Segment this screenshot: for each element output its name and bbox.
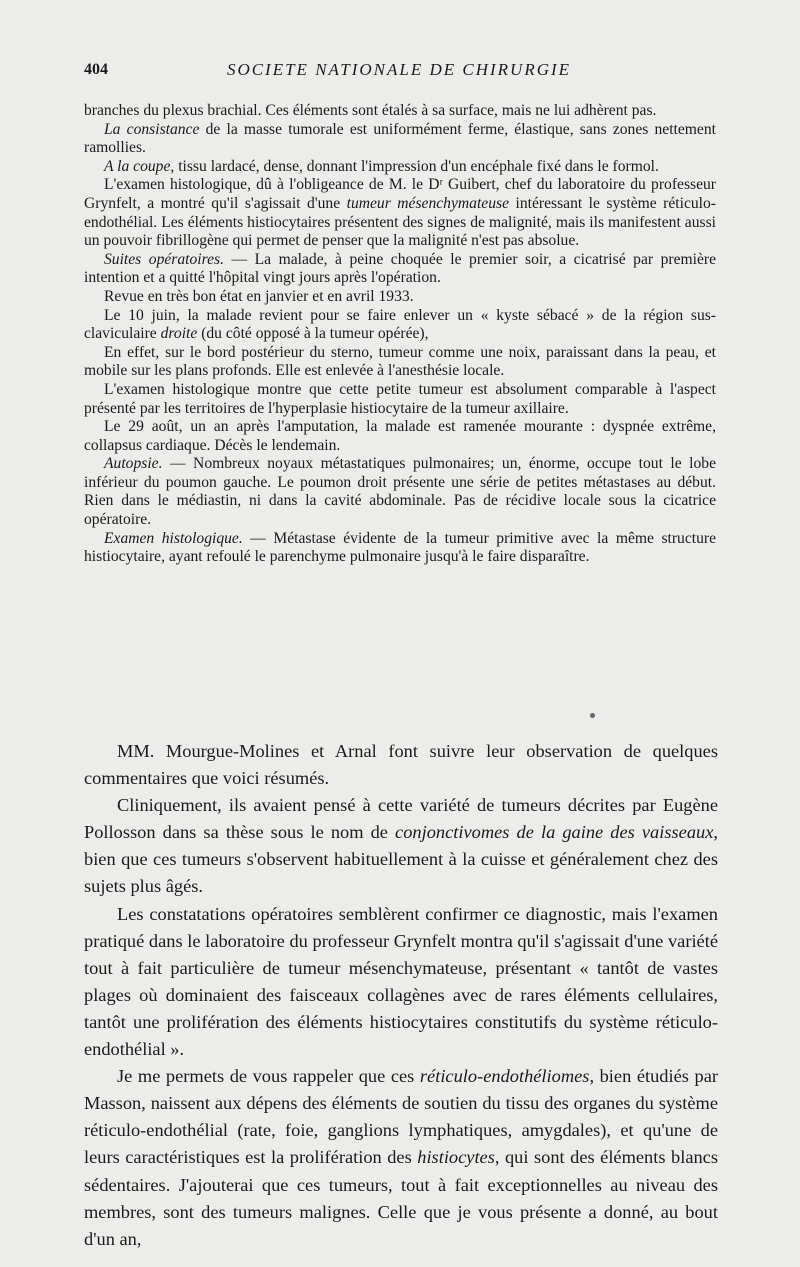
ink-speck [590,713,595,718]
text: Revue en très bon état en janvier et en avril 1933. [104,287,414,305]
paragraph [84,251,716,288]
text: — Métastase évidente de la tumeur primitive avec la même structure histiocytaire, ayant refoulé le parenchyme pulmonaire jusqu'à le faire disparaître. [84,529,716,566]
page-number: 404 [84,61,108,78]
italic-lead: A la coupe [104,157,171,175]
text: — La malade, à peine choquée le premier soir, a cicatrisé par première intention et a quitté l'hôpital vingt jours après l'opération. [84,250,716,287]
italic-term: histiocytes [417,1147,495,1168]
paragraph [84,102,716,121]
italic-term: réticulo-endothéliomes [419,1066,590,1087]
paragraph [84,455,716,529]
text: de la masse tumorale est uniformément ferme, élastique, sans zones nettement ramollies. [84,120,716,157]
paragraph [84,307,716,344]
paragraph [84,418,716,455]
case-report-section [84,102,716,567]
text: branches du plexus brachial. Ces éléments sont étalés à sa surface, mais ne lui adhèrent pas. [84,102,657,119]
text: Le 10 juin, la malade revient pour se faire enlever un « kyste sébacé » de la région sus-claviculaire [84,306,716,343]
paragraph [84,288,716,307]
text: En effet, sur le bord postérieur du sterno, tumeur comme une noix, paraissant dans la peau, et mobile sur les plans profonds. Elle est enlevée à l'anesthésie locale. [84,343,716,380]
paragraph [84,530,716,567]
paragraph [84,176,716,250]
paragraph [84,121,716,158]
text: , bien que ces tumeurs s'observent habituellement à la cuisse et généralement chez des sujets plus âgés. [84,822,718,897]
paragraph [84,901,718,1064]
text: Cliniquement, ils avaient pensé à cette variété de tumeurs décrites par Eugène Pollosson dans sa thèse sous le nom de [84,795,718,843]
paragraph [84,381,716,418]
paragraph [84,738,718,792]
text: Le 29 août, un an après l'amputation, la malade est ramenée mourante : dyspnée extrême, collapsus cardiaque. Décès le lendemain. [84,418,716,454]
text: Je me permets de vous rappeler que ces [117,1066,420,1087]
text: , tissu lardacé, dense, donnant l'impression d'un encéphale fixé dans le formol. [170,157,659,175]
paragraph [84,792,718,900]
text: MM. Mourgue-Molines et Arnal font suivre leur observation de quelques commentaires que voici résumés. [84,741,718,789]
running-title: SOCIETE NATIONALE DE CHIRURGIE [226,60,572,79]
paragraph [84,344,716,381]
text: L'examen histologique montre que cette petite tumeur est absolument comparable à l'aspect présenté par les territoires de l'hyperplasie histiocytaire de la tumeur axillaire. [84,380,716,417]
italic-lead: Autopsie. [104,455,163,473]
italic-lead: Examen histologique. [104,529,243,547]
italic-lead: La consistance [104,120,200,138]
italic-term: conjonctivomes de la gaine des vaisseaux [395,822,714,843]
text: , qui sont des éléments blancs sédentaires. J'ajouterai que ces tumeurs, tout à fait exceptionnelles au niveau des membres, sont des tumeurs malignes. Celle que je vous présente a donné, au bout d'un an, [84,1147,718,1249]
text: , bien étudiés par Masson, naissent aux dépens des éléments de soutien du tissu des organes du système réticulo-endothélial (rate, foie, ganglions lymphatiques, amygdales), et qu'une de leurs caractéristiques est la prolifération des [84,1066,718,1168]
paragraph [84,1063,718,1253]
text: intéressant le système réticulo-endothélial. Les éléments histiocytaires présentent des signes de malignité, mais ils manifestent aussi un pouvoir fibrillogène qui permet de penser que la malignité n'est pas absolue. [84,194,716,250]
text: — Nombreux noyaux métastatiques pulmonaires; un, énorme, occupe tout le lobe inférieur du poumon gauche. Le poumon droit présente une série de petites métastases au début. Rien dans le médiastin, ni dans la cavité abdominale. Pas de récidive locale sous la cicatrice opératoire. [84,455,716,529]
commentary-section [84,738,718,1253]
italic-term: droite [160,325,198,343]
text: Les constatations opératoires semblèrent confirmer ce diagnostic, mais l'examen pratiqué dans le laboratoire du professeur Grynfelt montra qu'il s'agissait d'une variété tout à fait particulière de tumeur mésenchymateuse, présentant « tantôt de vastes plages où dominaient des faisceaux collagènes avec de rares éléments cellulaires, tantôt une prolifération des éléments histiocytaires constitutifs du système réticulo-endothélial ». [84,903,718,1060]
text: L'examen histologique, dû à l'obligeance de M. le Dʳ Guibert, chef du laboratoire du professeur Grynfelt, a montré qu'il s'agissait d'une [84,176,716,212]
italic-lead: Suites opératoires. [104,250,224,268]
italic-term: tumeur mésenchymateuse [346,194,510,212]
paragraph [84,158,716,177]
text: (du côté opposé à la tumeur opérée), [197,325,429,343]
